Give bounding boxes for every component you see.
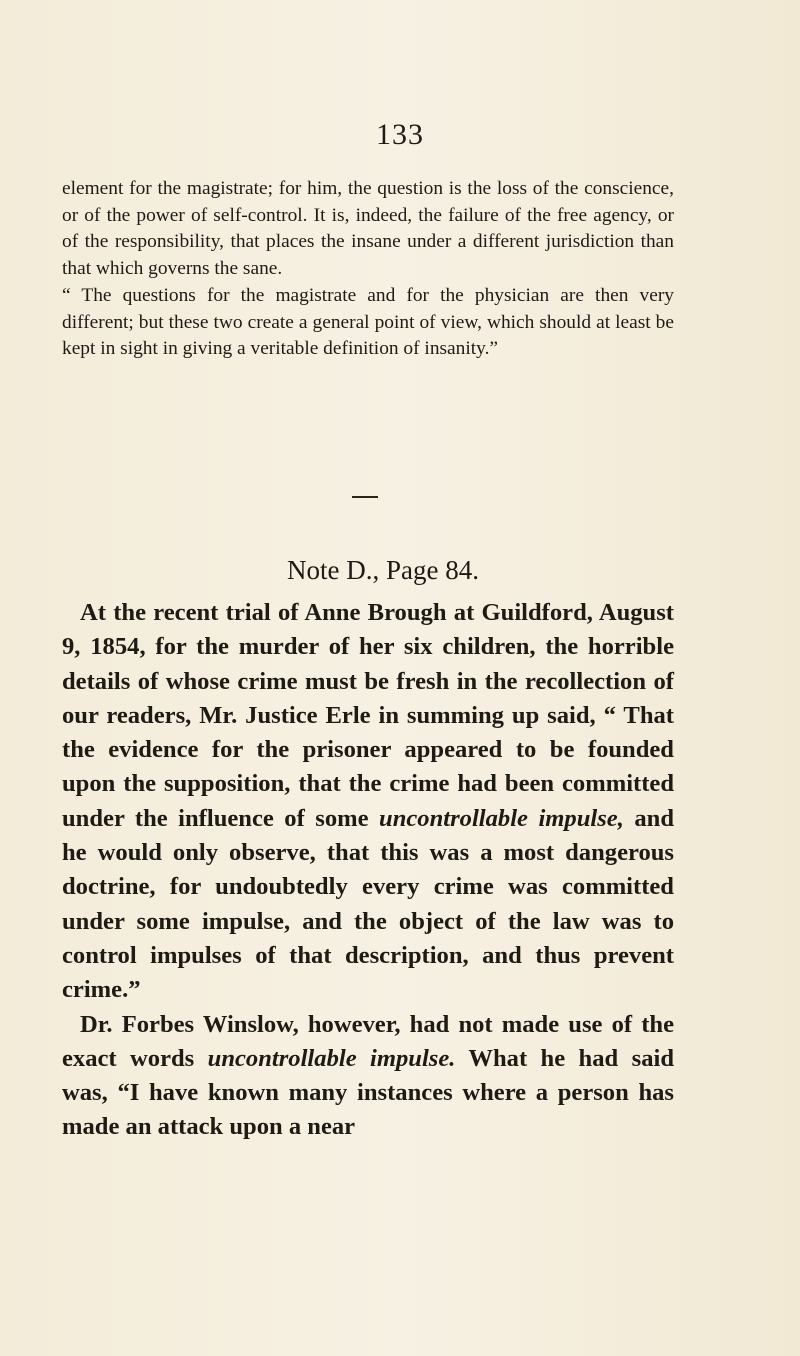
continued-quotation	[62, 176, 674, 363]
page-number: 133	[376, 118, 424, 151]
note-body	[62, 596, 674, 1145]
note-paragraph-1-text-b: and he would only observe, that this was a most dangerous doctrine, for undoubtedly every crime was committed under some impulse, and the object of the law was to control impulses of that description, and thus prevent crime.”	[62, 804, 674, 1004]
note-paragraph-2	[62, 1008, 674, 1145]
note-heading	[0, 555, 800, 586]
note-paragraph-2-text-b: What he had said was, “I have known many instances where a person has made an attack upon a near	[62, 1044, 674, 1141]
note-paragraph-1	[62, 596, 674, 1008]
continued-paragraph-2: “ The questions for the magistrate and for the physician are then very different; but these two create a general point of view, which should at least be kept in sight in giving a veritable definition of insanity.”	[62, 284, 674, 360]
section-divider	[352, 496, 378, 498]
note-paragraph-2-text-a: Dr. Forbes Winslow, however, had not made use of the exact words	[62, 1010, 674, 1072]
note-heading-text: Note D., Page 84.	[287, 555, 479, 585]
note-paragraph-1-text-a: At the recent trial of Anne Brough at Guildford, August 9, 1854, for the murder of her six children, the horrible details of whose crime must be fresh in the recollection of our readers, Mr. Justice Erle in summing up said, “ That the evidence for the prisoner appeared to be founded upon the supposition, that the crime had been committed under the influence of some	[62, 599, 674, 832]
note-paragraph-1-emphasis: uncontrollable impulse,	[379, 804, 624, 832]
note-paragraph-2-emphasis: uncontrollable impulse.	[207, 1044, 456, 1072]
continued-paragraph-1: element for the magistrate; for him, the question is the loss of the conscience, or of the power of self-control. It is, indeed, the failure of the free agency, or of the responsibility, that places the insane under a different jurisdiction than that which governs the sane.	[62, 178, 674, 280]
